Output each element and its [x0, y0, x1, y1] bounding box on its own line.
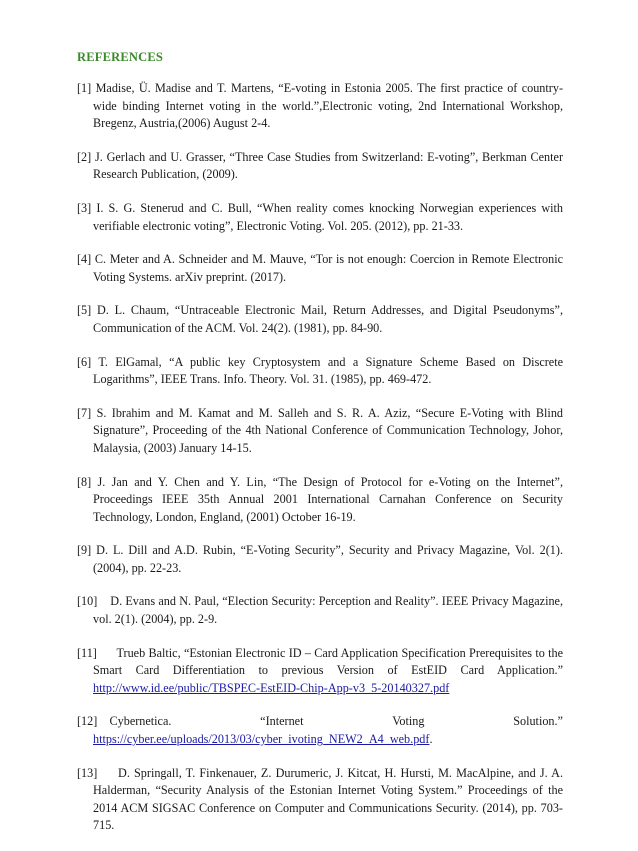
reference-text: D. L. Dill and A.D. Rubin, “E-Voting Security”, Security and Privacy Magazine, Vol. 2(1). (2004), pp. 22-23.	[93, 543, 563, 575]
reference-text: D. Springall, T. Finkenauer, Z. Durumeric, J. Kitcat, H. Hursti, M. MacAlpine, and J. A. Halderman, “Security Analysis of the Estonian Internet Voting System.” Proceedings of the 2014 ACM SIGSAC Conference on Computer and Communications Security. (2014), pp. 703-715.	[93, 765, 563, 833]
reference-text: D. Evans and N. Paul, “Election Security: Perception and Reality”. IEEE Privacy Magazine, vol. 2(1). (2004), pp. 2-9.	[93, 594, 564, 627]
reference-text: “Internet	[260, 714, 304, 729]
reference-item	[77, 80, 563, 133]
reference-number: [10]	[77, 594, 98, 609]
reference-number: [8]	[77, 474, 92, 489]
reference-item	[77, 645, 563, 698]
reference-number: [3]	[77, 200, 92, 215]
reference-number: [2]	[77, 149, 92, 164]
reference-item	[77, 251, 563, 286]
references-heading: REFERENCES	[77, 50, 164, 64]
reference-number: [12] Cybernetica.	[77, 714, 172, 729]
reference-text: J. Jan and Y. Chen and Y. Lin, “The Design of Protocol for e-Voting on the Internet”, Proceedings IEEE 35th Annual 2001 International Carnahan Conference on Security Technology, London, England, (2001) October 16-19.	[93, 474, 563, 524]
reference-text: Cybernetica.	[109, 714, 172, 729]
reference-text: Trueb Baltic, “Estonian Electronic ID – Card Application Specification Prerequisites to the Smart Card Differentiation to previous Version of EstEID Card Application.”	[93, 645, 563, 678]
reference-item	[77, 405, 563, 458]
reference-number: [11]	[77, 645, 97, 660]
reference-text: C. Meter and A. Schneider and M. Mauve, “Tor is not enough: Coercion in Remote Electronic Voting Systems. arXiv preprint. (2017).	[93, 252, 563, 284]
reference-number: [9]	[77, 543, 92, 558]
reference-text: Madise, Ü. Madise and T. Martens, “E-voting in Estonia 2005. The first practice of country-wide binding Internet voting in the world.”,Electronic voting, 2nd International Workshop, Bregenz, Austria,(2006) August 2-4.	[93, 81, 563, 131]
reference-link[interactable]: http://www.id.ee/public/TBSPEC-EstEID-Chip-App-v3_5-20140327.pdf	[93, 680, 450, 695]
reference-text: I. S. G. Stenerud and C. Bull, “When reality comes knocking Norwegian experiences with verifiable electronic voting”, Electronic Voting. Vol. 205. (2012), pp. 21-33.	[93, 200, 563, 233]
reference-item	[77, 593, 563, 628]
reference-text: D. L. Chaum, “Untraceable Electronic Mail, Return Addresses, and Digital Pseudonyms”, Communication of the ACM. Vol. 24(2). (1981), pp. 84-90.	[93, 303, 563, 335]
reference-number: [4]	[77, 252, 92, 267]
reference-item	[77, 713, 563, 748]
reference-number: [13]	[77, 765, 98, 780]
reference-number: [1]	[77, 81, 92, 95]
reference-item	[77, 542, 563, 577]
reference-item	[77, 474, 563, 527]
reference-number: [5]	[77, 303, 92, 318]
reference-link[interactable]: https://cyber.ee/uploads/2013/03/cyber_ivoting_NEW2_A4_web.pdf	[93, 732, 430, 747]
reference-first-line	[77, 713, 563, 731]
reference-item	[77, 765, 563, 835]
reference-text: S. Ibrahim and M. Kamat and M. Salleh and S. R. A. Aziz, “Secure E-Voting with Blind Signature”, Proceeding of the 4th National Conference of Communication Technology, Johor, Malaysia, (2003) January 14-15.	[93, 405, 564, 455]
reference-text: Voting	[392, 714, 425, 729]
reference-item	[77, 200, 563, 235]
reference-number: [7]	[77, 405, 92, 420]
reference-item	[77, 149, 563, 184]
reference-number: [6]	[77, 354, 92, 369]
reference-text: .	[429, 732, 433, 747]
reference-text: T. ElGamal, “A public key Cryptosystem and a Signature Scheme Based on Discrete Logarithms”, IEEE Trans. Info. Theory. Vol. 31. (1985), pp. 469-472.	[93, 354, 563, 387]
reference-item	[77, 302, 563, 337]
reference-item	[77, 354, 563, 389]
reference-text: J. Gerlach and U. Grasser, “Three Case Studies from Switzerland: E-voting”, Berkman Center Research Publication, (2009).	[93, 149, 564, 182]
reference-list	[77, 80, 563, 851]
reference-text: Solution.”	[513, 714, 563, 729]
